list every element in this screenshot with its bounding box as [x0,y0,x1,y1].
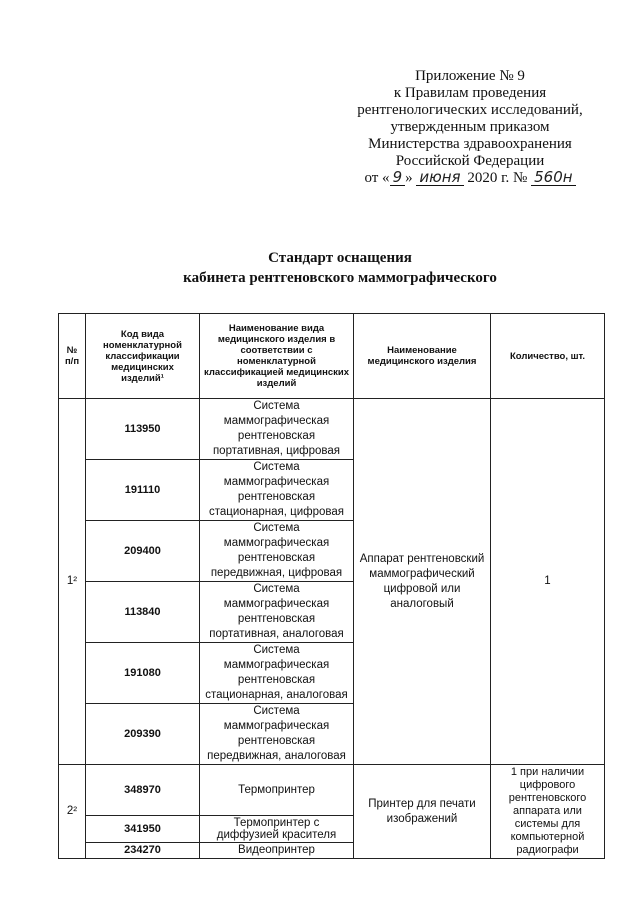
header-line: Российской Федерации [395,153,545,169]
table-row [59,765,605,816]
code-cell: 113950 [86,399,200,460]
handwritten-month: июня [416,170,463,186]
group1-num: 1² [59,399,86,765]
header-line: Министерства здравоохранения [368,136,572,152]
header-line: Приложение № 9 [415,68,525,84]
header-line: к Правилам проведения [393,85,547,101]
handwritten-order-number: 560н [531,170,575,186]
code-cell: 209390 [86,704,200,765]
kind-cell: Система маммографическая рентгеновская передвижная, аналоговая [200,704,354,765]
date-mid: » [405,170,413,186]
group2-device-name: Принтер для печати изображений [354,765,491,859]
code-cell: 191110 [86,460,200,521]
header-kind-name: Наименование вида медицинского изделия в соответствии с номенклатурной классификацией медицинских изделий [200,314,354,399]
header-device-name: Наименование медицинского изделия [354,314,491,399]
kind-cell: Система маммографическая рентгеновская передвижная, цифровая [200,521,354,582]
code-cell: 191080 [86,643,200,704]
document-title [0,248,640,288]
code-cell: 209400 [86,521,200,582]
title-line1: Стандарт оснащения [268,250,412,266]
group1-quantity: 1 [491,399,605,765]
kind-cell: Система маммографическая рентгеновская стационарная, аналоговая [200,643,354,704]
date-prefix: от « [364,170,390,186]
header-code: Код вида номенклатурной классификации медицинских изделий¹ [86,314,200,399]
kind-cell: Система маммографическая рентгеновская стационарная, цифровая [200,460,354,521]
header-quantity: Количество, шт. [491,314,605,399]
table-row [59,399,605,460]
order-date-line [330,170,610,187]
group2-num: 2² [59,765,86,859]
equipment-table [58,313,605,859]
date-year: 2020 г. № [467,170,528,186]
group2-quantity: 1 при наличии цифрового рентгеновского аппарата или системы для компьютерной радиографи [491,765,605,859]
kind-cell: Система маммографическая рентгеновская портативная, аналоговая [200,582,354,643]
group1-device-name: Аппарат рентгеновский маммографический цифровой или аналоговый [354,399,491,765]
kind-cell: Термопринтер с диффузией красителя [200,816,354,843]
kind-cell: Термопринтер [200,765,354,816]
kind-cell: Видеопринтер [200,843,354,859]
code-cell: 113840 [86,582,200,643]
code-cell: 348970 [86,765,200,816]
header-line: утвержденным приказом [390,119,550,135]
table-header-row [59,314,605,399]
title-line2: кабинета рентгеновского маммографического [183,270,497,286]
kind-cell: Система маммографическая рентгеновская портативная, цифровая [200,399,354,460]
appendix-header [330,68,610,187]
header-line: рентгенологических исследований, [357,102,583,118]
handwritten-day: 9 [390,170,406,186]
header-num: № п/п [59,314,86,399]
code-cell: 234270 [86,843,200,859]
code-cell: 341950 [86,816,200,843]
